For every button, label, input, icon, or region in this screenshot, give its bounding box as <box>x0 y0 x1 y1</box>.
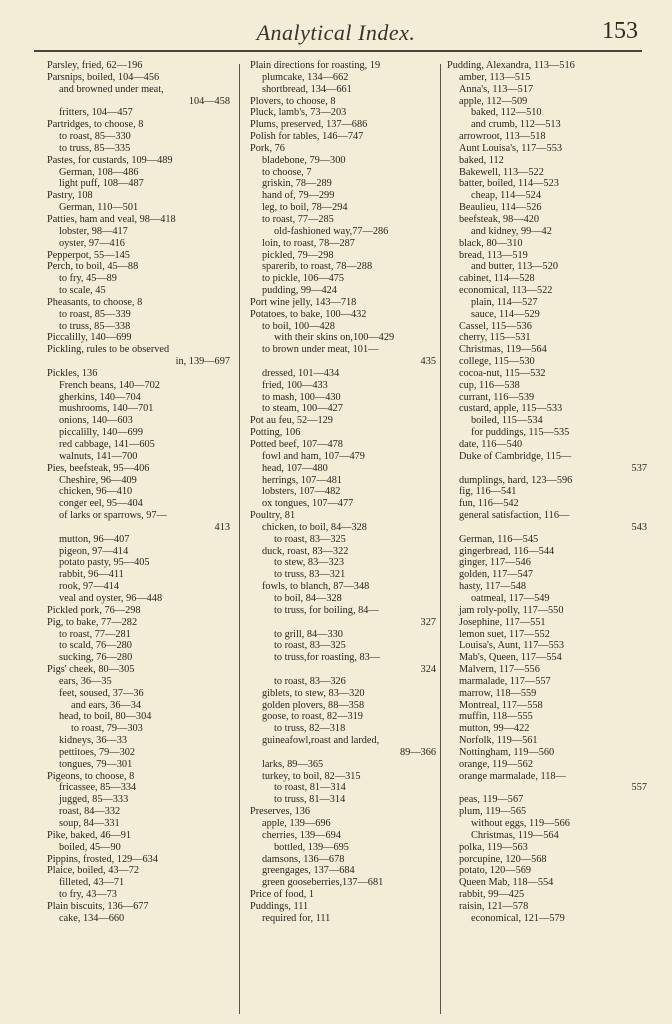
index-entry: cherry, 115—531 <box>459 332 531 344</box>
index-entry: economical, 121—579 <box>471 912 565 924</box>
index-entry: German, 110—501 <box>59 202 139 214</box>
index-entry: 327 <box>420 616 436 628</box>
column-divider <box>440 64 441 1014</box>
index-entry: Pickles, 136 <box>47 367 98 379</box>
index-entry: pigeon, 97—414 <box>59 545 129 557</box>
index-entry: conger eel, 95—404 <box>59 498 143 510</box>
index-entry: to scald, 76—280 <box>59 640 132 652</box>
index-entry: jam roly-polly, 117—550 <box>459 604 564 616</box>
index-entry: Port wine jelly, 143—718 <box>250 296 357 308</box>
index-entry: Pickled pork, 76—298 <box>47 604 141 616</box>
index-entry: rabbit, 96—411 <box>59 569 124 581</box>
index-entry: Mab's, Queen, 117—554 <box>459 652 562 664</box>
index-entry: filleted, 43—71 <box>59 877 125 889</box>
index-entry: and butter, 113—520 <box>471 261 559 273</box>
index-entry: piccalilly, 140—699 <box>59 427 143 439</box>
index-entry: economical, 113—522 <box>459 285 553 297</box>
index-entry: Pastry, 108 <box>47 190 93 202</box>
index-entry: to grill, 84—330 <box>274 628 343 640</box>
index-entry: head, 107—480 <box>262 462 328 474</box>
index-entry: Pigs' cheek, 80—305 <box>47 664 135 676</box>
index-entry: to boil, 84—328 <box>274 592 342 604</box>
index-entry: Louisa's, Aunt, 117—553 <box>459 640 565 652</box>
index-entry: Duke of Cambridge, 115— <box>459 450 572 462</box>
index-entry: oyster, 97—416 <box>59 237 125 249</box>
index-entry: Partridges, to choose, 8 <box>47 119 144 131</box>
index-entry: arrowroot, 113—518 <box>459 131 546 143</box>
index-entry: porcupine, 120—568 <box>459 853 547 865</box>
index-entry: Price of food, 1 <box>250 889 315 901</box>
index-entry: onions, 140—603 <box>59 415 133 427</box>
index-entry: fritters, 104—457 <box>59 107 133 119</box>
index-entry: Pig, to bake, 77—282 <box>47 616 138 628</box>
index-entry: 413 <box>214 521 230 533</box>
index-entry: dressed, 101—434 <box>262 367 340 379</box>
index-entry: sauce, 114—529 <box>471 308 540 320</box>
column-divider <box>239 64 240 1014</box>
index-entry: and browned under meat, <box>59 83 164 95</box>
index-entry: to roast, 85—330 <box>59 131 131 143</box>
index-entry: 324 <box>420 664 436 676</box>
index-entry: gingerbread, 116—544 <box>459 545 555 557</box>
index-entry: Pippins, frosted, 129—634 <box>47 853 158 865</box>
index-entry: sparerib, to roast, 78—288 <box>262 261 373 273</box>
index-entry: cheap, 114—524 <box>471 190 541 202</box>
index-entry: light puff, 108—487 <box>59 178 144 190</box>
index-entry: 543 <box>631 521 647 533</box>
index-entry: tongues, 79—301 <box>59 758 133 770</box>
index-entry: Aunt Louisa's, 117—553 <box>459 142 563 154</box>
index-entry: to boil, 100—428 <box>262 320 335 332</box>
index-entry: to choose, 7 <box>262 166 312 178</box>
index-entry: fig, 116—541 <box>459 486 517 498</box>
index-entry: baked, 112—510 <box>471 107 542 119</box>
index-entry: plumcake, 134—662 <box>262 71 349 83</box>
index-entry: polka, 119—563 <box>459 841 528 853</box>
index-entry: golden, 117—547 <box>459 569 533 581</box>
index-entry: German, 108—486 <box>59 166 139 178</box>
index-entry: head, to boil, 80—304 <box>59 711 152 723</box>
index-entry: marmalade, 117—557 <box>459 675 551 687</box>
index-entry: and crumb, 112—513 <box>471 119 561 131</box>
index-entry: to roast, 77—285 <box>262 213 334 225</box>
index-entry: gherkins, 140—704 <box>59 391 141 403</box>
index-entry: Plaice, boiled, 43—72 <box>47 865 140 877</box>
index-entry: to truss, 82—318 <box>274 723 346 735</box>
index-entry: Piccalilly, 140—699 <box>47 332 132 344</box>
index-entry: boiled, 45—90 <box>59 841 121 853</box>
index-entry: cherries, 139—694 <box>262 829 341 841</box>
index-entry: mutton, 99—422 <box>459 723 530 735</box>
index-entry: damsons, 136—678 <box>262 853 345 865</box>
index-entry: to truss, 85—338 <box>59 320 131 332</box>
page-number: 153 <box>602 18 638 44</box>
index-entry: raisin, 121—578 <box>459 900 529 912</box>
index-entry: 89—366 <box>399 746 436 758</box>
index-entry: potato, 120—569 <box>459 865 532 877</box>
index-entry: mushrooms, 140—701 <box>59 403 154 415</box>
index-entry: hand of, 79—299 <box>262 190 335 202</box>
index-entry: duck, roast, 83—322 <box>262 545 349 557</box>
index-entry: to truss,for roasting, 83— <box>274 652 381 664</box>
index-entry: walnuts, 141—700 <box>59 450 138 462</box>
index-entry: marrow, 118—559 <box>459 687 537 699</box>
index-entry: sucking, 76—280 <box>59 652 133 664</box>
index-entry: Pies, beefsteak, 95—406 <box>47 462 150 474</box>
index-entry: Puddings, 111 <box>250 900 309 912</box>
index-entry: to brown under meat, 101— <box>262 344 379 356</box>
index-entry: cabinet, 114—528 <box>459 273 535 285</box>
index-entry: Bakewell, 113—522 <box>459 166 544 178</box>
index-entry: to fry, 43—73 <box>59 889 117 901</box>
index-entry: Nottingham, 119—560 <box>459 746 555 758</box>
index-entry: to pickle, 106—475 <box>262 273 345 285</box>
running-title: Analytical Index. <box>256 20 416 45</box>
index-entry: of larks or sparrows, 97— <box>59 510 167 522</box>
index-entry: Beaulieu, 114—526 <box>459 202 542 214</box>
index-entry: leg, to boil, 78—294 <box>262 202 348 214</box>
index-entry: lobster, 98—417 <box>59 225 128 237</box>
index-entry: greengages, 137—684 <box>262 865 355 877</box>
index-entry: plum, 119—565 <box>459 806 527 818</box>
index-entry: Potted beef, 107—478 <box>250 439 343 450</box>
index-entry: to roast, 85—339 <box>59 308 131 320</box>
index-entry: Cassel, 115—536 <box>459 320 532 332</box>
index-entry: Patties, ham and veal, 98—418 <box>47 213 176 225</box>
index-entry: Parsnips, boiled, 104—456 <box>47 71 160 83</box>
index-entry: and ears, 36—34 <box>71 699 142 711</box>
index-entry: ox tongues, 107—477 <box>262 498 354 510</box>
index-entry: Montreal, 117—558 <box>459 699 543 711</box>
index-entry: to mash, 100—430 <box>262 391 341 403</box>
index-entry: soup, 84—331 <box>59 818 120 829</box>
index-entry: Pike, baked, 46—91 <box>47 829 132 841</box>
index-entry: Pork, 76 <box>250 142 285 154</box>
index-entry: Plain biscuits, 136—677 <box>47 900 149 912</box>
index-entry: baked, 112 <box>459 154 504 166</box>
index-entry: Parsley, fried, 62—196 <box>47 60 143 71</box>
index-entry: ears, 36—35 <box>59 675 112 687</box>
index-entry: lobsters, 107—482 <box>262 486 341 498</box>
index-entry: golden plovers, 88—358 <box>262 699 365 711</box>
index-entry: boiled, 115—534 <box>471 415 543 427</box>
index-entry: turkey, to boil, 82—315 <box>262 770 361 782</box>
index-entry: 537 <box>631 462 647 474</box>
index-entry: Malvern, 117—556 <box>459 664 540 676</box>
index-entry: to truss, 85—335 <box>59 142 131 154</box>
index-entry: fried, 100—433 <box>262 379 328 391</box>
index-entry: fricassee, 85—334 <box>59 782 137 794</box>
index-entry: to steam, 100—427 <box>262 403 343 415</box>
index-entry: dumplings, hard, 123—596 <box>459 474 573 486</box>
index-entry: potato pasty, 95—405 <box>59 557 150 569</box>
index-entry: Anna's, 113—517 <box>459 83 534 95</box>
index-entry: 104—458 <box>188 95 230 107</box>
index-entry: herrings, 107—481 <box>262 474 343 486</box>
index-entry: muffin, 118—555 <box>459 711 533 723</box>
index-entry: Plums, preserved, 137—686 <box>250 119 368 131</box>
index-entry: to fry, 45—89 <box>59 273 117 285</box>
index-entry: Pheasants, to choose, 8 <box>47 296 143 308</box>
index-entry: without eggs, 119—566 <box>471 818 570 829</box>
index-entry: apple, 139—696 <box>262 818 331 829</box>
index-entry: rabbit, 99—425 <box>459 889 525 901</box>
index-entry: custard, apple, 115—533 <box>459 403 563 415</box>
index-entry: to roast, 81—314 <box>274 782 346 794</box>
index-entry: college, 115—530 <box>459 356 535 368</box>
index-entry: with their skins on,100—429 <box>274 332 395 344</box>
index-entry: general satisfaction, 116— <box>459 510 570 522</box>
index-entry: amber, 113—515 <box>459 71 531 83</box>
index-column-3 <box>447 60 647 925</box>
index-entry: to roast, 83—326 <box>274 675 346 687</box>
index-entry: Perch, to boil, 45—88 <box>47 261 139 273</box>
index-entry: Pigeons, to choose, 8 <box>47 770 135 782</box>
index-entry: black, 80—310 <box>459 237 523 249</box>
index-entry: cocoa-nut, 115—532 <box>459 367 546 379</box>
index-entry: pickled, 79—298 <box>262 249 334 261</box>
index-entry: pudding, 99—424 <box>262 285 337 297</box>
index-entry: ginger, 117—546 <box>459 557 531 569</box>
index-entry: to roast, 83—325 <box>274 533 346 545</box>
index-entry: French beans, 140—702 <box>59 379 160 391</box>
index-entry: 435 <box>420 356 436 368</box>
index-entry: batter, boiled, 114—523 <box>459 178 559 190</box>
index-entry: Josephine, 117—551 <box>459 616 546 628</box>
index-entry: fun, 116—542 <box>459 498 519 510</box>
index-entry: giblets, to stew, 83—320 <box>262 687 365 699</box>
index-entry: larks, 89—365 <box>262 758 324 770</box>
index-entry: Preserves, 136 <box>250 806 311 818</box>
index-entry: loin, to roast, 78—287 <box>262 237 355 249</box>
index-entry: required for, 111 <box>262 912 331 924</box>
index-entry: Queen Mab, 118—554 <box>459 877 554 889</box>
index-entry: pettitoes, 79—302 <box>59 746 136 758</box>
index-entry: bladebone, 79—300 <box>262 154 346 166</box>
index-entry: red cabbage, 141—605 <box>59 439 155 450</box>
index-entry: Christmas, 119—564 <box>471 829 559 841</box>
index-entry: currant, 116—539 <box>459 391 535 403</box>
index-entry: old-fashioned way,77—286 <box>274 225 389 237</box>
index-entry: bread, 113—519 <box>459 249 528 261</box>
index-entry: German, 116—545 <box>459 533 539 545</box>
index-entry: griskin, 78—289 <box>262 178 332 190</box>
index-entry: chicken, 96—410 <box>59 486 133 498</box>
index-entry: lemon suet, 117—552 <box>459 628 550 640</box>
index-entry: feet, soused, 37—36 <box>59 687 144 699</box>
index-entry: to roast, 83—325 <box>274 640 346 652</box>
index-entry: Cheshire, 96—409 <box>59 474 137 486</box>
index-entry: Norfolk, 119—561 <box>459 735 538 747</box>
index-entry: Plain directions for roasting, 19 <box>250 60 381 71</box>
index-entry: peas, 119—567 <box>459 794 524 806</box>
index-entry: 557 <box>631 782 647 794</box>
index-entry: to truss, 83—321 <box>274 569 346 581</box>
index-entry: Pluck, lamb's, 73—203 <box>250 107 347 119</box>
index-entry: Poultry, 81 <box>250 510 296 522</box>
index-entry: mutton, 96—407 <box>59 533 130 545</box>
index-entry: hasty, 117—548 <box>459 581 527 593</box>
index-entry: beefsteak, 98—420 <box>459 213 540 225</box>
index-entry: kidneys, 36—33 <box>59 735 128 747</box>
page-header <box>0 14 672 54</box>
index-columns <box>0 60 672 1020</box>
index-entry: Potting, 106 <box>250 427 301 439</box>
index-entry: orange, 119—562 <box>459 758 533 770</box>
index-entry: shortbread, 134—661 <box>262 83 352 95</box>
index-entry: Polish for tables, 146—747 <box>250 131 364 143</box>
index-entry: for puddings, 115—535 <box>471 427 570 439</box>
index-entry: orange marmalade, 118— <box>459 770 566 782</box>
index-entry: to scale, 45 <box>59 285 106 297</box>
index-entry: in, 139—697 <box>175 356 230 368</box>
index-entry: Plovers, to choose, 8 <box>250 95 336 107</box>
index-entry: goose, to roast, 82—319 <box>262 711 363 723</box>
index-entry: Pastes, for custards, 109—489 <box>47 154 173 166</box>
index-entry: jugged, 85—333 <box>59 794 129 806</box>
index-entry: bottled, 139—695 <box>274 841 349 853</box>
index-entry: to truss, 81—314 <box>274 794 346 806</box>
index-entry: fowls, to blanch, 87—348 <box>262 581 370 593</box>
index-entry: Christmas, 119—564 <box>459 344 547 356</box>
index-entry: guineafowl,roast and larded, <box>262 735 380 747</box>
index-entry: Pudding, Alexandra, 113—516 <box>447 60 575 71</box>
index-entry: cup, 116—538 <box>459 379 520 391</box>
index-entry: plain, 114—527 <box>471 296 538 308</box>
index-entry: to roast, 79—303 <box>71 723 143 735</box>
index-entry: apple, 112—509 <box>459 95 528 107</box>
index-entry: Pot au feu, 52—129 <box>250 415 333 427</box>
index-entry: and kidney, 99—42 <box>471 225 552 237</box>
header-rule <box>34 50 642 52</box>
index-entry: oatmeal, 117—549 <box>471 592 550 604</box>
index-entry: to roast, 77—281 <box>59 628 131 640</box>
index-entry: veal and oyster, 96—448 <box>59 592 163 604</box>
index-column-1 <box>47 60 230 925</box>
index-entry: rook, 97—414 <box>59 581 120 593</box>
index-entry: Pickling, rules to be observed <box>47 344 170 356</box>
index-entry: Potatoes, to bake, 100—432 <box>250 308 367 320</box>
index-entry: chicken, to boil, 84—328 <box>262 521 367 533</box>
index-entry: date, 116—540 <box>459 439 523 450</box>
index-entry: cake, 134—660 <box>59 912 125 924</box>
index-entry: green gooseberries,137—681 <box>262 877 384 889</box>
index-entry: to truss, for boiling, 84— <box>274 604 379 616</box>
index-entry: to stew, 83—323 <box>274 557 344 569</box>
index-entry: Pepperpot, 55—145 <box>47 249 130 261</box>
index-entry: roast, 84—332 <box>59 806 121 818</box>
index-column-2 <box>250 60 436 925</box>
index-entry: fowl and ham, 107—479 <box>262 450 365 462</box>
